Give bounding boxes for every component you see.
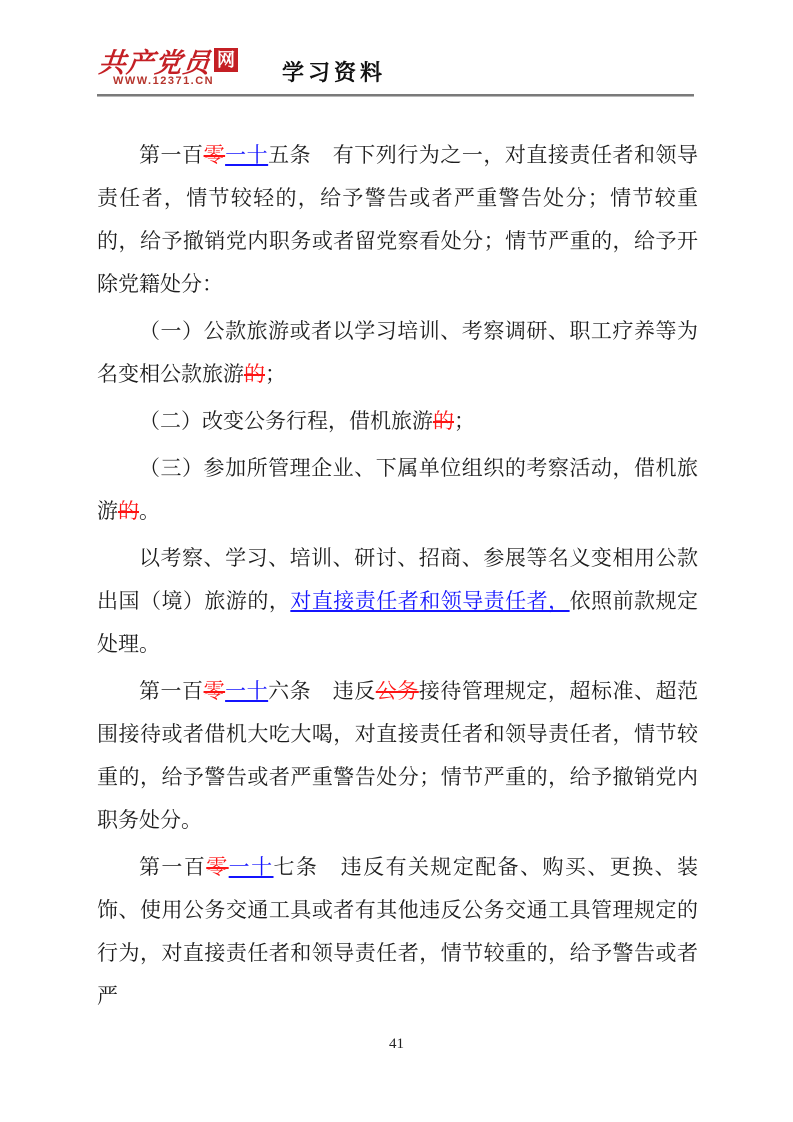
page-number: 41	[389, 1036, 404, 1052]
deleted-text: 零	[203, 679, 226, 703]
inserted-text: 一十	[225, 143, 269, 167]
text-run: （二）改变公务行程，借机旅游	[139, 409, 433, 433]
paragraph	[97, 846, 698, 1018]
logo-net-badge: 网	[214, 48, 238, 72]
paragraph	[97, 537, 698, 666]
text-run: 第一百	[139, 679, 204, 703]
header-divider	[97, 94, 694, 97]
deleted-text: 零	[206, 855, 229, 879]
text-run: 接待管理规定，超标准、超范围接待或者借机大吃大喝，对直接责任者和领导责任者，情节较重的，给予警告或者严重警告处分；情节严重的，给予撤销党内职务处分。	[97, 679, 699, 832]
text-run: 第一百	[139, 143, 204, 167]
header-label: 学习资料	[282, 60, 387, 85]
document-body	[97, 134, 698, 1022]
text-run: （三）参加所管理企业、下属单位组织的考察活动，借机旅游	[97, 456, 698, 523]
text-run: 依照前款规定处理。	[97, 589, 699, 656]
paragraph	[97, 310, 698, 396]
inserted-text: 对直接责任者和领导责任者，	[290, 589, 570, 613]
logo-site-url: WWW.12371.CN	[113, 75, 215, 87]
text-run: 七条 违反有关规定配备、购买、更换、装饰、使用公务交通工具或者有其他违反公务交通工具管理规定的行为，对直接责任者和领导责任者，情节较重的，给予警告或者严	[97, 855, 699, 1008]
text-run: 以考察、学习、培训、研讨、招商、参展等名义变相用公款出国（境）旅游的，	[97, 546, 698, 613]
text-run: ；	[454, 409, 475, 433]
site-logo	[99, 46, 274, 87]
logo-calligraphy-text: 共产党员	[97, 47, 213, 79]
inserted-text: 一十	[225, 679, 269, 703]
paragraph	[97, 134, 698, 306]
deleted-text: 零	[203, 143, 226, 167]
deleted-text: 的	[433, 409, 454, 433]
text-run: 五条 有下列行为之一，对直接责任者和领导责任者，情节较轻的，给予警告或者严重警告处分；情节较重的，给予撤销党内职务或者留党察看处分；情节严重的，给予开除党籍处分：	[97, 143, 699, 296]
deleted-text: 公务	[375, 679, 419, 703]
paragraph	[97, 670, 698, 842]
text-run: ；	[265, 362, 286, 386]
logo-row	[97, 46, 274, 79]
paragraph	[97, 400, 698, 443]
deleted-text: 的	[118, 499, 139, 523]
text-run: 。	[139, 499, 160, 523]
paragraph	[97, 447, 698, 533]
text-run: 第一百	[139, 855, 207, 879]
deleted-text: 的	[244, 362, 265, 386]
text-run: 六条 违反	[268, 679, 376, 703]
inserted-text: 一十	[228, 855, 274, 879]
text-run: （一）公款旅游或者以学习培训、考察调研、职工疗养等为名变相公款旅游	[97, 319, 698, 386]
